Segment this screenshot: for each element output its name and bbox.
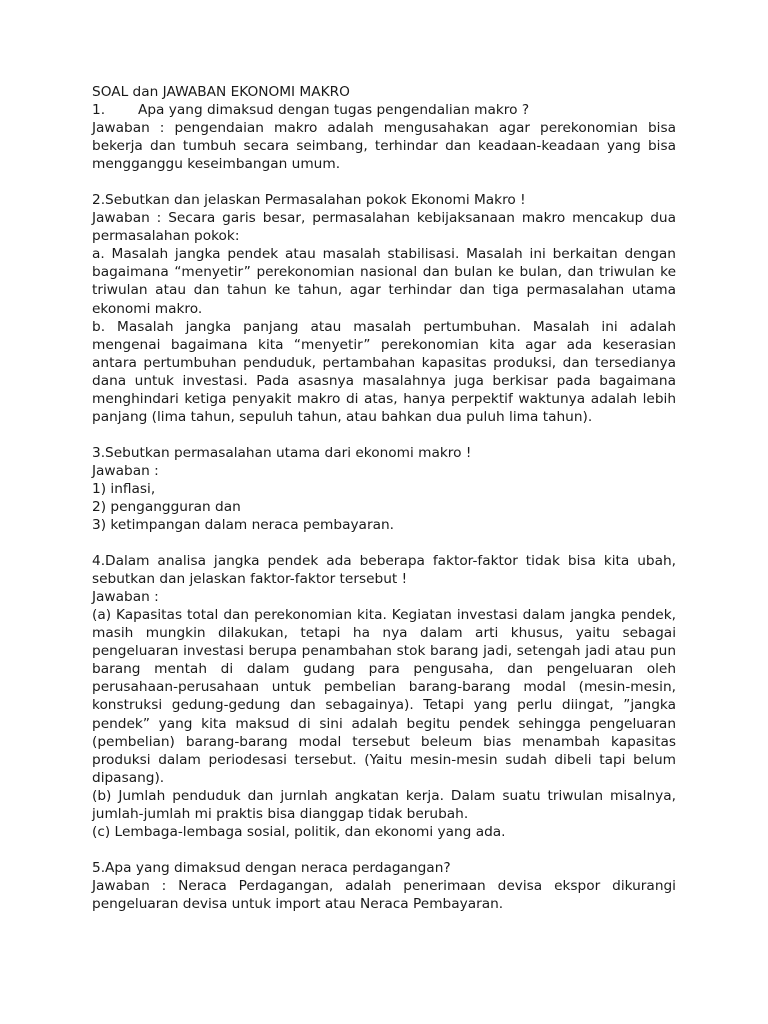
question-2: 2.Sebutkan dan jelaskan Permasalahan pokok Ekonomi Makro ! [92,192,526,209]
answer-3-item: 2) pengangguran dan [92,498,241,515]
question-3: 3.Sebutkan permasalahan utama dari ekonomi makro ! [92,444,472,461]
spacer [92,173,676,191]
document-page [92,83,676,913]
answer-2-point-a: a. Masalah jangka pendek atau masalah stabilisasi. Masalah ini berkaitan dengan bagaimana “menyetir” perekonomian nasional dan bulan ke bulan, dan triwulan ke triwulan atau dan tahun ke tahun, agar terhindar dan tiga permasalahan utama ekonomi makro. [92,246,676,317]
answer-4-point-b: (b) Jumlah penduduk dan jurnlah angkatan kerja. Dalam suatu triwulan misalnya, jumlah-jumlah mi praktis bisa dianggap tidak berubah. [92,787,676,822]
answer-2-intro: Jawaban : Secara garis besar, permasalahan kebijaksanaan makro mencakup dua permasalahan pokok: [92,210,676,245]
answer-1: Jawaban : pengendaian makro adalah mengusahakan agar perekonomian bisa bekerja dan tumbuh secara seimbang, terhindar dan keadaan-keadaan yang bisa mengganggu keseimbangan umum. [92,120,676,173]
question-1-text: Apa yang dimaksud dengan tugas pengendalian makro ? [138,102,530,119]
answer-3-item: 3) ketimpangan dalam neraca pembayaran. [92,517,394,534]
question-1 [92,101,676,119]
answer-2-point-b: b. Masalah jangka panjang atau masalah pertumbuhan. Masalah ini adalah mengenai bagaimana kita “menyetir” perekonomian kita agar ada keserasian antara pertumbuhan penduduk, pertambahan kapasitas produksi, dan tersedianya dana untuk investasi. Pada asasnya masalahnya juga berkisar pada bagaimana menghindari ketiga penyakit makro di atas, hanya perpektif waktunya adalah lebih panjang (lima tahun, sepuluh tahun, atau bahkan dua puluh lima tahun). [92,318,676,425]
question-5: 5.Apa yang dimaksud dengan neraca perdagangan? [92,859,451,876]
question-4: 4.Dalam analisa jangka pendek ada beberapa faktor-faktor tidak bisa kita ubah, sebutkan dan jelaskan faktor-faktor tersebut ! [92,553,676,588]
answer-3-label: Jawaban : [92,462,159,479]
answer-3-item: 1) inflasi, [92,480,156,497]
document-title: SOAL dan JAWABAN EKONOMI MAKRO [92,84,350,100]
spacer [92,426,676,444]
answer-4-label: Jawaban : [92,589,159,606]
answer-4-point-c: (c) Lembaga-lembaga sosial, politik, dan ekonomi yang ada. [92,823,506,840]
spacer [92,841,676,859]
answer-5: Jawaban : Neraca Perdagangan, adalah penerimaan devisa ekspor dikurangi pengeluaran devisa untuk import atau Neraca Pembayaran. [92,877,676,912]
spacer [92,534,676,552]
answer-4-point-a: (a) Kapasitas total dan perekonomian kita. Kegiatan investasi dalam jangka pendek, masih mungkin dilakukan, tetapi ha nya dalam arti khusus, yaitu sebagai pengeluaran investasi berupa penambahan stok barang jadi, setengah jadi atau pun barang mentah di dalam gudang para pengusaha, dan pengeluaran oleh perusahaan-perusahaan untuk pembelian barang-barang modal (mesin-mesin, konstruksi gedung-gedung dan sebagainya). Tetapi yang perlu diingat, ”jangka pendek” yang kita maksud di sini adalah begitu pendek sehingga pengeluaran (pembelian) barang-barang modal tersebut beleum bias menambah kapasitas produksi dalam periodesasi tersebut. (Yaitu mesin-mesin sudah dibeli tapi belum dipasang). [92,607,676,786]
question-1-number: 1. [92,102,106,119]
